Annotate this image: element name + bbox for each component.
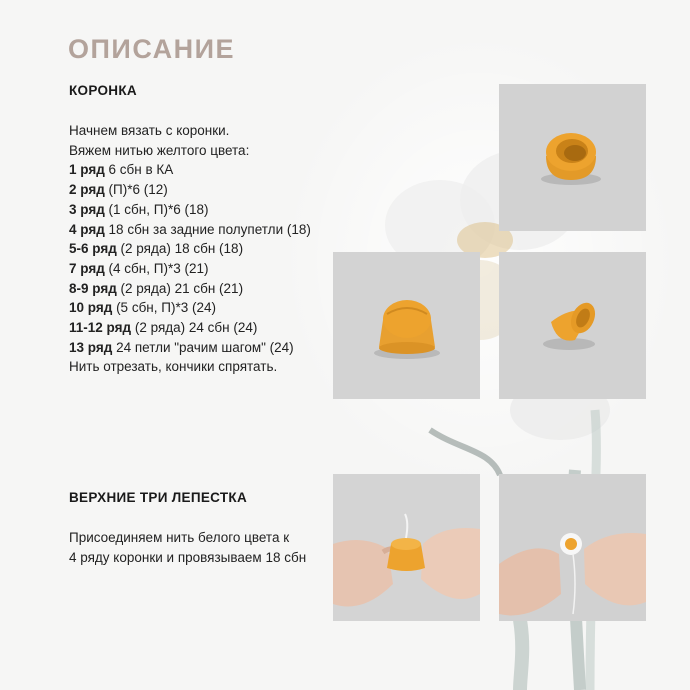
row-text: (2 ряда) 24 сбн (24) — [134, 320, 258, 336]
crown-row-1 — [69, 160, 311, 180]
petals-text-line: 4 ряду коронки и провязываем 18 сбн — [69, 549, 307, 565]
crown-row-11-12 — [69, 318, 311, 338]
petals-instructions — [69, 528, 306, 567]
crochet-cup-tilted-view-icon — [499, 252, 646, 399]
row-text: 18 сбн за задние полупетли (18) — [108, 221, 311, 237]
crochet-cup-side-view-icon — [333, 252, 480, 399]
hands-holding-crown-icon — [333, 474, 480, 621]
page-title: ОПИСАНИЕ — [68, 34, 236, 64]
crown-top-photo — [499, 84, 646, 231]
row-label: 1 ряд — [69, 162, 105, 178]
row-label: 4 ряд — [69, 221, 105, 237]
row-label: 3 ряд — [69, 201, 105, 217]
hands-stitching-petals-icon — [499, 474, 646, 621]
row-label: 10 ряд — [69, 300, 113, 316]
row-label: 7 ряд — [69, 260, 105, 276]
crown-outro-line: Нить отрезать, кончики спрятать. — [69, 359, 278, 375]
row-text: 6 сбн в КА — [108, 162, 174, 178]
crown-row-7 — [69, 259, 311, 279]
crochet-cup-top-view-icon — [499, 84, 646, 231]
hands-joining-photo — [333, 474, 480, 621]
row-text: (1 сбн, П)*6 (18) — [108, 201, 209, 217]
crown-row-3 — [69, 200, 311, 220]
row-text: (П)*6 (12) — [108, 182, 168, 198]
row-label: 13 ряд — [69, 339, 113, 355]
crown-row-2 — [69, 180, 311, 200]
row-text: (4 сбн, П)*3 (21) — [108, 260, 209, 276]
row-label: 5-6 ряд — [69, 241, 117, 257]
crown-intro-line: Начнем вязать с коронки. — [69, 123, 230, 138]
row-text: 24 петли "рачим шагом" (24) — [116, 339, 294, 355]
crown-row-5-6 — [69, 239, 311, 259]
crown-tilted-photo — [499, 252, 646, 399]
petals-text-line: Присоединяем нить белого цвета к — [69, 530, 290, 545]
crown-heading: КОРОНКА — [69, 83, 137, 98]
row-label: 8-9 ряд — [69, 280, 117, 296]
row-label: 2 ряд — [69, 182, 105, 198]
crown-row-4 — [69, 220, 311, 240]
crown-instructions — [69, 121, 311, 377]
row-text: (2 ряда) 18 сбн (18) — [120, 241, 244, 257]
crown-row-13 — [69, 338, 311, 358]
crown-side-photo — [333, 252, 480, 399]
petals-heading: ВЕРХНИЕ ТРИ ЛЕПЕСТКА — [69, 490, 247, 505]
hands-stitching-photo — [499, 474, 646, 621]
row-label: 11-12 ряд — [69, 320, 132, 336]
crown-row-8-9 — [69, 279, 311, 299]
row-text: (5 сбн, П)*3 (24) — [116, 300, 216, 316]
crown-row-10 — [69, 298, 311, 318]
row-text: (2 ряда) 21 сбн (21) — [120, 280, 244, 296]
crown-intro-line: Вяжем нитью желтого цвета: — [69, 142, 250, 158]
